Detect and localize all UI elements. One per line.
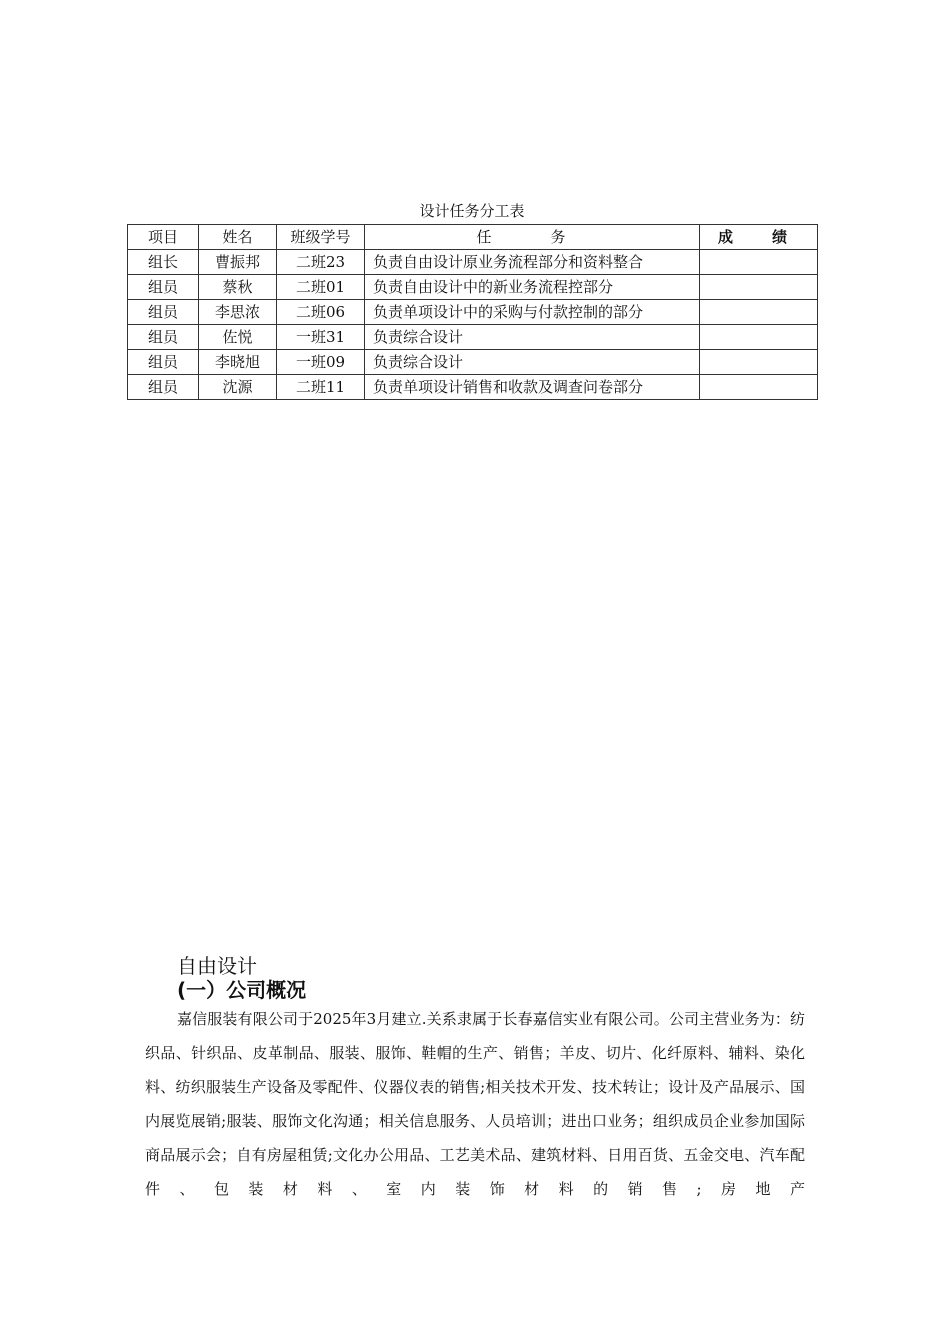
cell-class-no: 二班01	[277, 275, 365, 300]
table-row	[128, 375, 818, 400]
table-row	[128, 275, 818, 300]
company-overview-paragraph: 嘉信服装有限公司于2025年3月建立.关系隶属于长春嘉信实业有限公司。公司主营业务为：纺织品、针织品、皮革制品、服装、服饰、鞋帽的生产、销售；羊皮、切片、化纤原料、辅料、染化料、纺织服装生产设备及零配件、仪器仪表的销售;相关技术开发、技术转让；设计及产品展示、国内展览展销;服装、服饰文化沟通；相关信息服务、人员培训；进出口业务；组织成员企业参加国际商品展示会；自有房屋租赁;文化办公用品、工艺美术品、建筑材料、日用百货、五金交电、汽车配件、包装材料、室内装饰材料的销售;房地产	[145, 1010, 805, 1198]
cell-grade	[700, 275, 818, 300]
cell-task: 负责自由设计中的新业务流程控部分	[365, 275, 700, 300]
table-row	[128, 250, 818, 275]
cell-grade	[700, 250, 818, 275]
table-row	[128, 350, 818, 375]
table-caption: 设计任务分工表	[419, 202, 525, 220]
task-assignment-table	[127, 224, 818, 400]
table-row	[128, 325, 818, 350]
cell-name: 佐悦	[199, 325, 277, 350]
table-header-row	[128, 225, 818, 250]
cell-class-no: 二班06	[277, 300, 365, 325]
cell-grade	[700, 325, 818, 350]
cell-role: 组员	[128, 375, 199, 400]
header-name: 姓名	[199, 225, 277, 250]
cell-role: 组员	[128, 275, 199, 300]
cell-role: 组员	[128, 325, 199, 350]
header-class-no: 班级学号	[277, 225, 365, 250]
cell-name: 曹振邦	[199, 250, 277, 275]
cell-class-no: 一班31	[277, 325, 365, 350]
cell-name: 蔡秋	[199, 275, 277, 300]
header-role: 项目	[128, 225, 199, 250]
cell-role: 组员	[128, 350, 199, 375]
cell-class-no: 二班23	[277, 250, 365, 275]
section-subtitle: (一）公司概况	[177, 978, 307, 1002]
cell-grade	[700, 375, 818, 400]
cell-task: 负责自由设计原业务流程部分和资料整合	[365, 250, 700, 275]
header-grade: 成 绩	[700, 225, 818, 250]
cell-grade	[700, 300, 818, 325]
cell-name: 李晓旭	[199, 350, 277, 375]
cell-name: 沈源	[199, 375, 277, 400]
cell-task: 负责综合设计	[365, 350, 700, 375]
cell-task: 负责单项设计中的采购与付款控制的部分	[365, 300, 700, 325]
cell-grade	[700, 350, 818, 375]
section-title: 自由设计	[177, 954, 257, 978]
header-task: 任 务	[365, 225, 700, 250]
cell-class-no: 二班11	[277, 375, 365, 400]
cell-role: 组员	[128, 300, 199, 325]
cell-task: 负责单项设计销售和收款及调查问卷部分	[365, 375, 700, 400]
cell-class-no: 一班09	[277, 350, 365, 375]
cell-role: 组长	[128, 250, 199, 275]
cell-name: 李思浓	[199, 300, 277, 325]
table-row	[128, 300, 818, 325]
cell-task: 负责综合设计	[365, 325, 700, 350]
